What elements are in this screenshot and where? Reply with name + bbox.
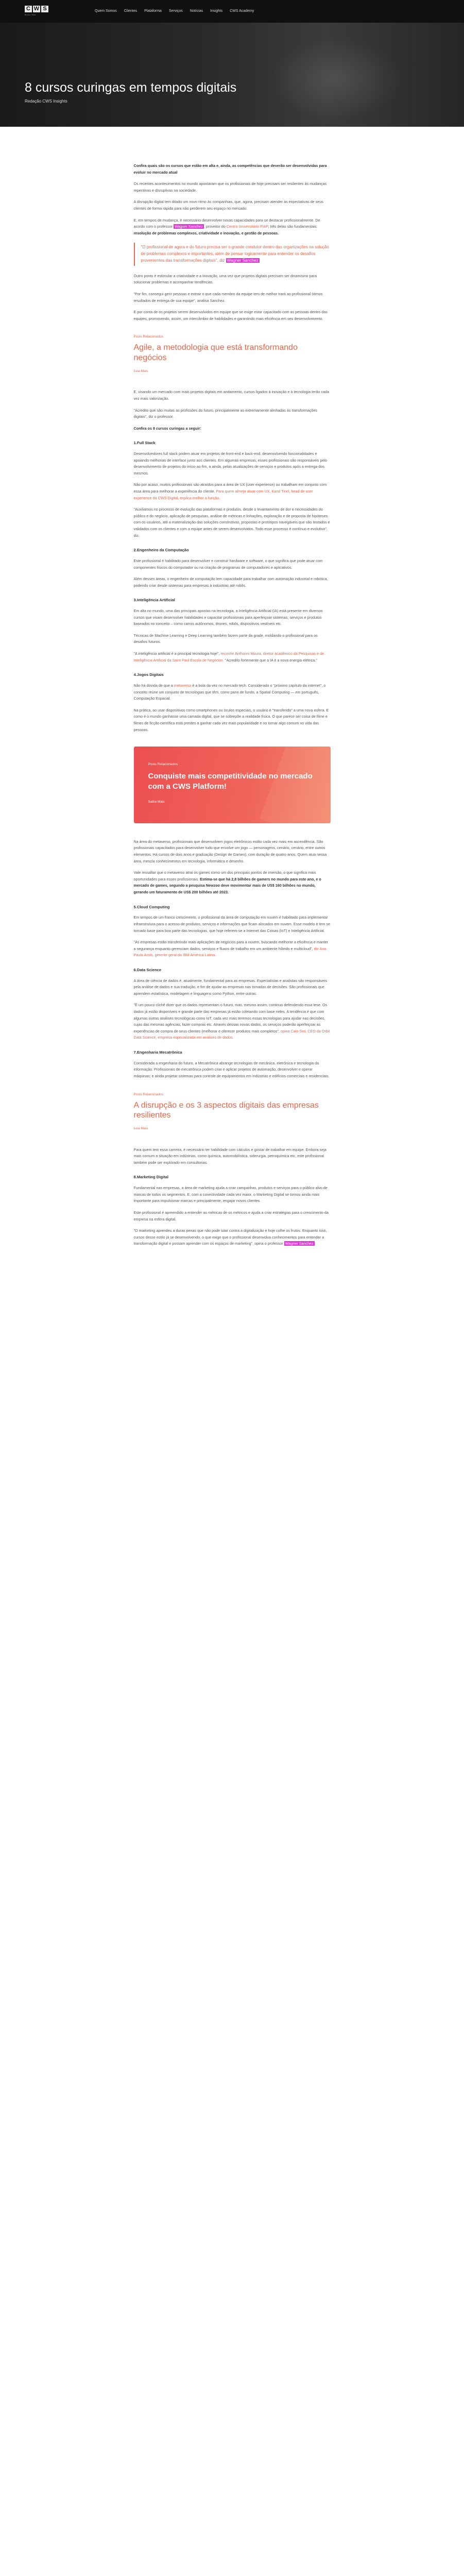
cta-banner: [134, 747, 331, 823]
section-heading: 8.Marketing Digital: [133, 1175, 169, 1180]
fiap-link[interactable]: Centro Universitário FIAP: [226, 224, 268, 229]
text: "Acredito fortemente que a IA é a nova energia elétrica.": [225, 657, 317, 663]
text: Vale ressaltar que o metaverso atrai os games como um dos principais pontos de imersão, o que significa mais oportunidades para esses profissionais.: [133, 870, 316, 882]
text: E, em tempos de mudança, é necessário desenvolver novas capacidades para se destacar profissionalmente. De acordo com o professor: [133, 217, 320, 229]
quote-text: [141, 244, 331, 264]
related-title[interactable]: A disrupção e os 3 aspectos digitais das empresas resilientes: [133, 1100, 319, 1120]
pull-quote: [134, 243, 331, 265]
text: "O marketing aprendeu a duras penas que não pode lutar contra a digitalização e hoje colhe os frutos. Enquanto isso, cursos desse estilo já se desenvolvendo, o que exige que o profissional desenvolva conhecimentos para entender a transformação digital e possam aprender com os espaços de marketing", opina o professor: [133, 1228, 327, 1246]
paragraph: "Por fim, consegui gerir pessoas e extrair o que cada membro da equipe tem de melhor trará ao profissional ótimos resultados de entrega de sua equipe", analisa Sanchez.: [133, 291, 323, 303]
paragraph: [134, 651, 331, 664]
logo-letter: W: [33, 6, 40, 12]
text: "O profissional de agora e do futuro precisa ser o grande condutor dentro das organizações na solução de problemas complexos e importantes, além de pensar logicamente para entender os desafios provenientes das transformações digitais", diz: [141, 245, 329, 263]
section-heading: 2.Engenheiro da Computação: [133, 548, 189, 553]
nav-link-clientes[interactable]: Clientes: [124, 9, 138, 13]
text: Não por acaso, muitos profissionais são atraídos para a área de UX (user experience) ou trabalham em conjunto com essa área para melhorar a experiência do cliente.: [133, 482, 327, 494]
text: é a bola da vez no mercado tech. Considerado o "próximo capítulo da internet", o conceito reúne um conjunto de tecnologias que têm, como pano de fundo, a Spatial Computing — em português, Computação Espacial.: [133, 683, 326, 701]
highlight-name: Wagner Sanchez: [175, 224, 203, 229]
paragraph: "Acredito que são muitas as profissões do futuro, principalmente as extremamente alinhadas às transformações digitais", diz o professor.: [133, 408, 318, 419]
nav-link-servicos[interactable]: Serviços: [168, 9, 183, 13]
saint-paul-link[interactable]: reconhe Anthonni Moura, diretor acadêmico da Pesquisas e de Inteligência Artificial da Saint Paul Escola de Negócios.: [133, 651, 324, 663]
logo-subtitle: Brain Hub: [25, 13, 36, 16]
paragraph: [134, 939, 331, 959]
text: , três delas são fundamentais:: [268, 224, 318, 229]
section-heading: 4.Jogos Digitais: [133, 672, 164, 677]
related-kicker: Posts Relacionados: [133, 1092, 163, 1096]
paragraph: Este profissional é apreendido a entender as métricas de os métricos e ajuda a criar estratégias para o crescimento da empresa na esfera digital.: [133, 1210, 329, 1222]
paragraph: [134, 870, 331, 895]
paragraph: Os recentes acontecimentos no mundo apontaram que os profissionais de hoje precisam ser resilientes às mudanças repentinas e disruptivas na sociedade.: [133, 181, 327, 193]
main-nav: [95, 9, 254, 14]
ux-link[interactable]: Para quem almeja atuar com UX, Karol Tiriel, head de user experience da CWS Digital, explica melhor a função.: [133, 489, 313, 500]
article-author: Redação CWS Insights: [25, 98, 67, 104]
paragraph: [134, 683, 331, 702]
saiba-mais-button[interactable]: Saiba Mais: [148, 800, 165, 804]
paragraph: Para quem tem essa carreira, é necessário ter habilidade com cálculos e gostar de trabalhar em equipe. Embora seja mais comum a situação em indústrias, como química, automobilística, siderurgia, petroquímica etc, este profissional também pode ser explorado em consultorias.: [133, 1147, 326, 1165]
highlight-name: Wagner Sanchez: [285, 1241, 314, 1246]
related-post-disrupcao: [134, 1092, 331, 1132]
section-heading: 3.Inteligência Artificial: [133, 598, 175, 603]
paragraph: Na área do metaverso, profissionais que desenvolvem jogos eletrônicos estão cada vez mais em ascendência. São profissionais capacitados para desenvolver tudo que envolve um jogo — personagens, cenário, cenário, entre outros elementos. Há cursos de dois anos e graduação (Design de Games), com duração de quatro anos. Quem atua nessa área, mescla conhecimentos em tecnologia, informática e desenho.: [133, 839, 327, 863]
nav-link-noticias[interactable]: Notícias: [190, 9, 203, 13]
text: Não há dúvida de que a: [133, 683, 173, 688]
cta-kicker: Posts Relacionados: [148, 762, 178, 767]
paragraph: Em alta no mundo, uma das principais apostas na tecnologia, a Inteligência Artificial (IA) está presente em diversos cursos que visam desenvolver habilidades e capacitar profissionais para aperfeiçoar sistemas, serviços e produtos baseados no conceito – como carros autônomos, drones, robôs, dispositivos vestíveis etc.: [133, 608, 323, 626]
highlight-name: Wagner Sanchez: [227, 258, 259, 263]
paragraph: [134, 1228, 331, 1247]
hero-text: [25, 80, 236, 105]
paragraph: [134, 217, 331, 237]
related-post-agile: [134, 334, 331, 375]
logo-letter: C: [25, 6, 32, 12]
cta-title[interactable]: Conquiste mais competitividade no mercado com a CWS Platform!: [148, 772, 313, 791]
related-kicker: Posts Relacionados: [133, 335, 163, 339]
paragraph: Na prática, ao usar dispositivos como smartphones ou óculos especiais, o usuário é "transferido" a uma nova esfera. E como é o mundo ganhasse uma camada digital, que se sobrepõe a realidade física. O que parece ser coisa de filme e filmes de ficção científica está prestes a ganhar cada vez mais popularidade e no tornar algo comum no vida das pessoas.: [133, 707, 329, 732]
nav-link-plataforma[interactable]: Plataforma: [144, 9, 162, 13]
paragraph: E, visando um mercado com mais projetos digitais em andamento, cursos ligados à inovação e à tecnologia terão cada vez mais valorização.: [133, 389, 330, 401]
nav-link-insights[interactable]: Insights: [210, 9, 223, 13]
section-heading: 1.Full Stack: [133, 440, 156, 446]
paragraph: Confira os 8 cursos curingas a seguir:: [133, 426, 201, 431]
read-more-link[interactable]: Leia Mais: [133, 369, 148, 373]
paragraph: Além desses áreas, o engenheiro de computação tem capacidade para trabalhar com automação industrial e robótica, podendo criar desde sistemas para empresas à indústrias até robôs.: [133, 577, 328, 588]
text: "É um pouco clichê dizer que os dados representam o futuro, mas, mesmo assim, continuo defendendo essa tese. Os dados já estão disponíveis e grande parte das empresas já estão coletando com base neles. A tendência é que com algumas outras análises tecnológicas como IoT, cada vez mais teremos essas tecnologias para ajudar nas decisões, cujas das mesmas agências, fazer compras etc. Através dessas novas dados, os serviços poderão aperfeiçoar as experiências de compra de seus clientes (melhorar e oferecer produtos mais completos",: [133, 1003, 328, 1033]
paragraph: [134, 482, 331, 501]
paragraph: Fundamental nas empresas, a área de marketing ajuda a criar campanhas, produtos e serviços para o público alvo de marcas de todos os segmentos. E, com a conectividade cada vez maior, o Marketing Digital se tornou ainda mais importante para impulsionar marcas e principalmente, engajar novos clientes.: [133, 1185, 328, 1204]
nav-link-quem-somos[interactable]: Quem Somos: [95, 9, 117, 13]
read-more-link[interactable]: Leia Mais: [133, 1127, 148, 1130]
article-body: [134, 163, 331, 1268]
page-title: 8 cursos curingas em tempos digitais: [25, 80, 237, 95]
paragraph: Considerada a engenharia do futuro, a Mecatrônica abrange tecnologias de mecânica, eletrônica e tecnologia da informação. Profissionais de mecatrônica podem criar e aplicar projetos de automação, desenvolver e operar máquinas; e ainda projetar sistemas para controle de equipamentos em indústrias e edifícios comerciais e residenciais.: [133, 1060, 330, 1078]
paragraph: Este profissional é habilitado para desenvolver e construir hardware e software, o que significa que pode atuar com componentes físicos do computador ou na criação de programas de computadores e aplicativos.: [133, 558, 323, 570]
text: , proveitor do: [203, 224, 226, 229]
paragraph: A disrupção digital tem ditado um novo ritmo às companhias, que, agora, precisam atender às expectativas de seus clientes de forma rápida para não perderem seu espaço no mercado.: [133, 199, 323, 211]
related-title[interactable]: Agile, a metodologia que está transformando negócios: [133, 343, 298, 362]
metaverso-link[interactable]: metaverso: [174, 683, 192, 688]
paragraph: E por conta de os projetos serem desenvolvidos em equipe que se exige estar capacitado com as pessoas dentro das equipes, promovendo, assim, um intercâmbio de habilidades e garantindo mais eficiência em seu desenvolvimento.: [133, 310, 328, 321]
paragraph: "Auxiliamos no processo de evolução das plataformas e produtos, desde o levantamento de dor e necessidades do público e do negócio, aplicação de pesquisas, análise de métricas e linhações, exploração e de proposta de hipóteses com os usuários, até a materialização das soluções construtivas, propostas e protótipos navegáveis que são testados e validados com os clientes e com a equipe antes de serem desenvolvidos. Todo esse processo é contínuo e evolutivo", diz.: [133, 507, 330, 538]
paragraph: [134, 1002, 331, 1041]
logo[interactable]: [25, 6, 48, 16]
section-heading: 6.Data Science: [133, 967, 162, 972]
site-header: [0, 0, 464, 23]
paragraph: A área de ciência de dados é, atualmente, fundamental para as empresas. Especialistas e analistas são responsáveis pela análise de dados e sua tradução, e fim de ajudar as empresas nas tomadas de decisões. São profissionais que aprendem estatística, modelagem e linguagens como Python, entre outras.: [133, 978, 328, 996]
text: "As empresas estão transferindo mais aplicações de negócios para a nuvem, buscando melhorar a eficiência e manter a segurança enquanto gerenciam dados, serviços e fluxos de trabalho em um ambiente híbrido e multicloud",: [133, 940, 329, 951]
paragraph: Outro ponto é estimular a criatividade e a inovação, uma vez que projetos digitais precisam ser dinamismo para solucionar problemas e acompanhar tendências.: [133, 273, 317, 285]
bold-text: resolução de problemas complexos, criatividade e inovação, e gestão de pessoas.: [133, 230, 279, 235]
spacer: [134, 1252, 331, 1268]
paragraph: Técnicas de Machine Learning e Deep Learning também fazem parte da grade, moldando o profissional para os desafios futuros.: [133, 633, 318, 645]
ibm-link[interactable]: diz Ana Paula Assis, gerente geral da IBM América Latina.: [133, 946, 326, 958]
orbit-link[interactable]: opina Caio Sini, CEO da Orbit Data Science, empresa especializada em análises de dados.: [133, 1028, 330, 1040]
paragraph: Desenvolvedores full stack podem atuar em projetos de front-end e back-end, desenvolvendo funcionalidades e apoiando melhorias de interface junto aos clientes. Em algumas empresas, esses profissionais são responsáveis pelo desenvolvimento de projetos do início ao fim, a ainda, pelas atualizações de serviços e produtos após a entrega dos mesmos.: [133, 451, 328, 476]
article-lead: Confira quais são os cursos que estão em alta e, ainda, as competências que deverão ser desenvolvidas para evoluir no mercado atual: [133, 163, 327, 175]
logo-letter: S: [41, 6, 48, 12]
hero-banner: [0, 23, 464, 127]
paragraph: Em tempos de um franco crescimento, o profissional da área de computação em nuvem é habilitado para implementar infraestrutura para o acesso de produtos, serviços e informações que ficam alocados em nuvem. Esse modelo é tem se tornado base para boa parte das tecnologias, que hoje referem-se a Internet das Coisas (IoT) e Inteligência Artificial.: [133, 915, 331, 933]
logo-mark: [25, 6, 48, 12]
nav-link-academy[interactable]: CWS Academy: [230, 9, 254, 13]
section-heading: 7.Engenharia Mecatrônica: [133, 1050, 182, 1055]
text: "A inteligência artificial é a principal tecnologia hoje",: [133, 651, 220, 656]
bold-text: Estima-se que há 2,8 bilhões de gamers no mundo para este ano, e o mercado de games, segundo a pesquisa Newzoo deve movimentar mais de US$ 160 bilhões no mundo, gerando um faturamento de US$ 200 bilhões até 2023.: [133, 876, 321, 894]
section-heading: 5.Cloud Computing: [133, 904, 170, 909]
